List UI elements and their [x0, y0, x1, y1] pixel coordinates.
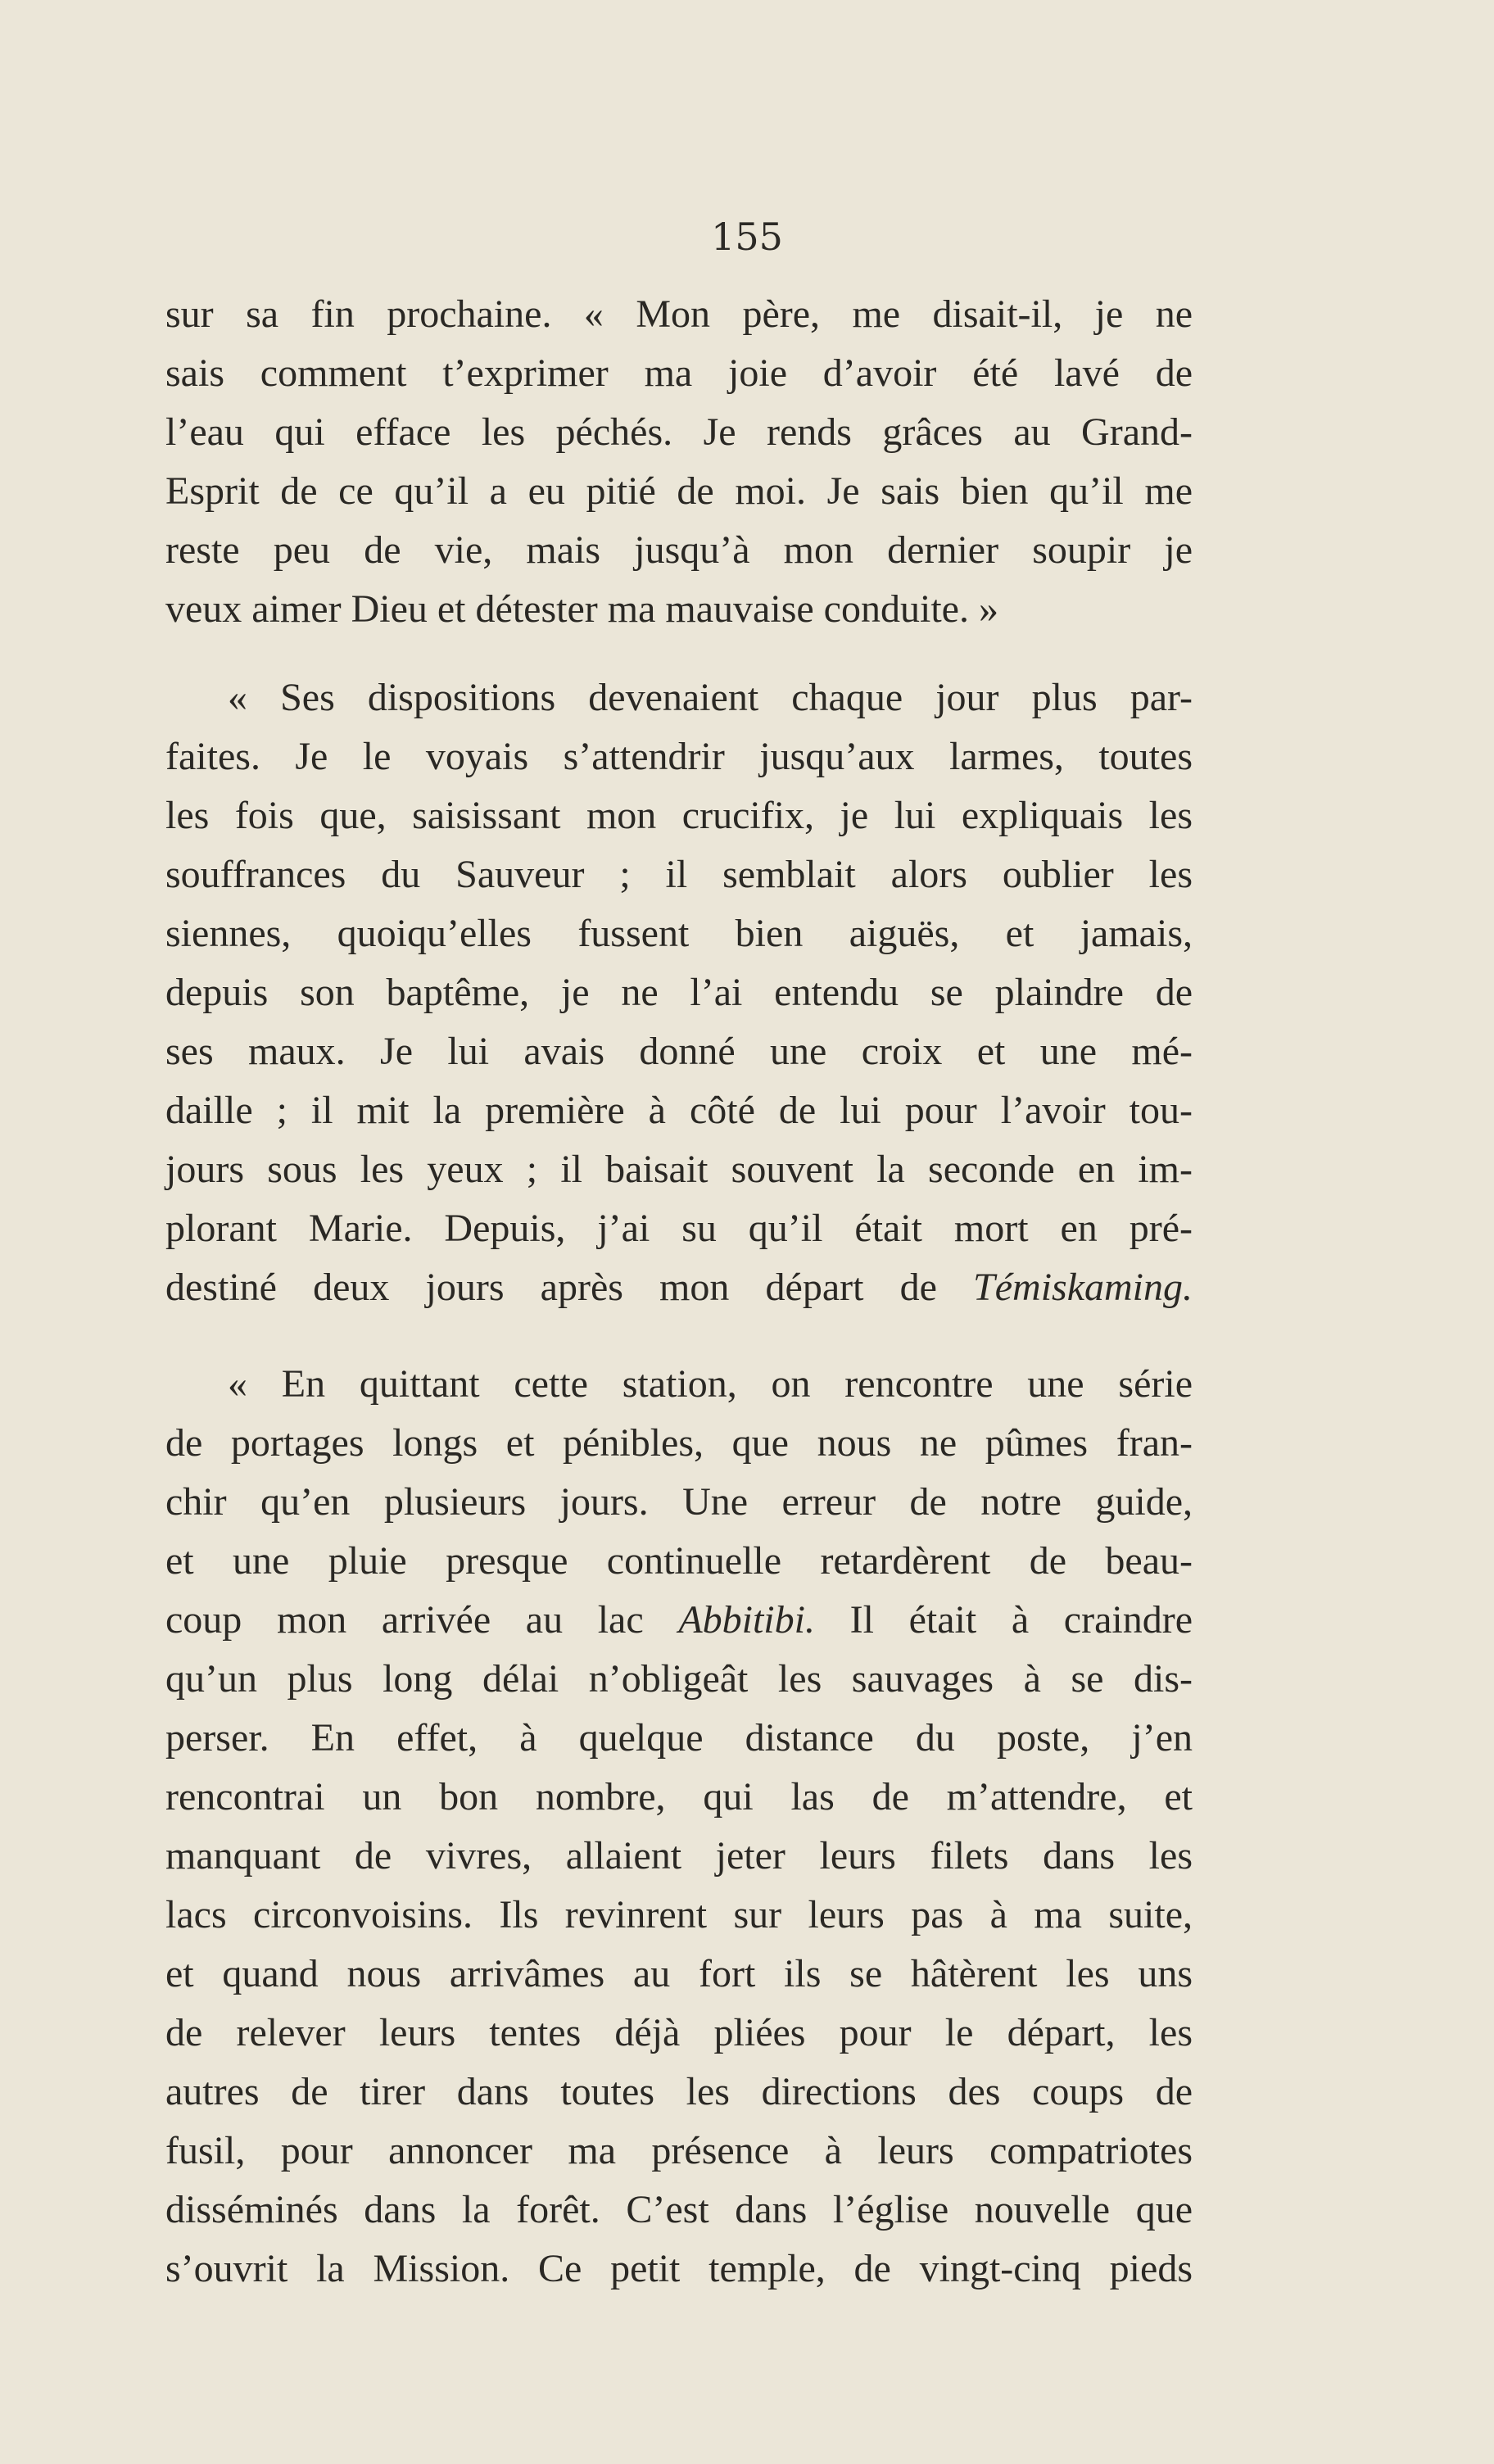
text-line: depuis son baptême, je ne l’ai entendu se plaindre de	[165, 971, 1193, 1014]
text-line: de relever leurs tentes déjà pliées pour le départ, les	[165, 2011, 1193, 2054]
text-line-with-italic	[165, 1258, 1193, 1317]
text-line: et quand nous arrivâmes au fort ils se hâtèrent les uns	[165, 1952, 1193, 1995]
text-line: perser. En effet, à quelque distance du poste, j’en	[165, 1716, 1193, 1760]
text-line: sais comment t’exprimer ma joie d’avoir été lavé de	[165, 351, 1193, 395]
text-segment: coup mon arrivée au lac	[165, 1598, 644, 1642]
place-name-italic: Témiskaming.	[973, 1266, 1193, 1309]
text-line: « En quittant cette station, on rencontre une série	[228, 1362, 1193, 1406]
text-line: disséminés dans la forêt. C’est dans l’église nouvelle que	[165, 2188, 1193, 2231]
text-line: veux aimer Dieu et détester ma mauvaise conduite. »	[165, 587, 998, 631]
text-line: fusil, pour annoncer ma présence à leurs compatriotes	[165, 2129, 1193, 2172]
text-line: les fois que, saisissant mon crucifix, je lui expliquais les	[165, 794, 1193, 837]
text-line: s’ouvrit la Mission. Ce petit temple, de vingt-cinq pieds	[165, 2247, 1193, 2290]
paragraph-1	[165, 285, 1193, 639]
text-line: manquant de vivres, allaient jeter leurs filets dans les	[165, 1834, 1193, 1877]
text-line: de portages longs et pénibles, que nous ne pûmes fran-	[165, 1421, 1193, 1465]
text-line: plorant Marie. Depuis, j’ai su qu’il était mort en pré-	[165, 1207, 1193, 1250]
text-line: daille ; il mit la première à côté de lui pour l’avoir tou-	[165, 1089, 1193, 1132]
text-segment: destiné deux jours après mon départ de	[165, 1266, 937, 1309]
text-line: sur sa fin prochaine. « Mon père, me disait-il, je ne	[165, 292, 1193, 336]
text-line: siennes, quoiqu’elles fussent bien aiguës, et jamais,	[165, 912, 1193, 955]
text-line: qu’un plus long délai n’obligeât les sauvages à se dis-	[165, 1657, 1193, 1701]
text-line: souffrances du Sauveur ; il semblait alors oublier les	[165, 853, 1193, 896]
place-name-italic: Abbitibi.	[678, 1598, 815, 1642]
paragraph-3	[165, 1355, 1193, 2299]
text-line: chir qu’en plusieurs jours. Une erreur de notre guide,	[165, 1480, 1193, 1524]
text-line: faites. Je le voyais s’attendrir jusqu’aux larmes, toutes	[165, 735, 1193, 778]
text-segment: Il était à craindre	[814, 1598, 1193, 1642]
text-line: autres de tirer dans toutes les directions des coups de	[165, 2070, 1193, 2113]
text-line: l’eau qui efface les péchés. Je rends grâces au Grand-	[165, 410, 1193, 454]
text-line: jours sous les yeux ; il baisait souvent la seconde en im-	[165, 1148, 1193, 1191]
text-line: « Ses dispositions devenaient chaque jour plus par-	[228, 676, 1193, 719]
text-line-with-italic	[165, 1591, 1193, 1650]
text-line: lacs circonvoisins. Ils revinrent sur leurs pas à ma suite,	[165, 1893, 1193, 1936]
text-line: ses maux. Je lui avais donné une croix et une mé-	[165, 1030, 1193, 1073]
text-line: Esprit de ce qu’il a eu pitié de moi. Je sais bien qu’il me	[165, 469, 1193, 513]
text-line: rencontrai un bon nombre, qui las de m’attendre, et	[165, 1775, 1193, 1819]
text-line: et une pluie presque continuelle retardèrent de beau-	[165, 1539, 1193, 1583]
page-number: 155	[711, 215, 783, 259]
text-line: reste peu de vie, mais jusqu’à mon dernier soupir je	[165, 528, 1193, 572]
paragraph-2	[165, 668, 1193, 1317]
